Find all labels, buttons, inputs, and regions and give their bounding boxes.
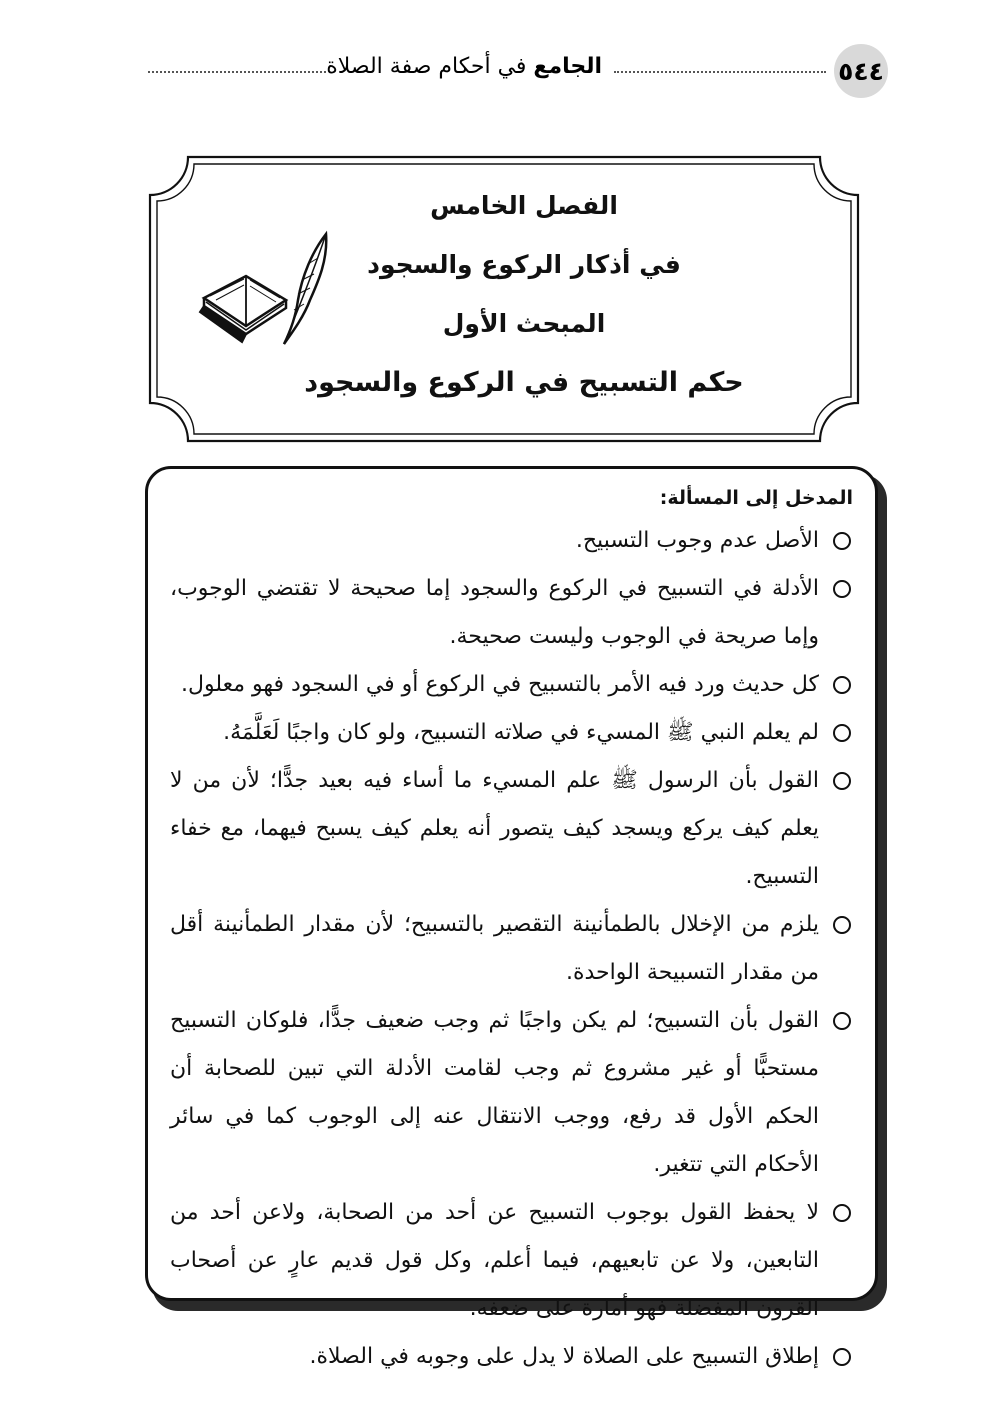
circle-bullet-icon [833,1012,851,1030]
summary-point [170,565,853,661]
summary-point [170,709,853,757]
summary-point [170,661,853,709]
summary-point-text: القول بأن التسبيح؛ لم يكن واجبًا ثم وجب ضعيف جدًّا، فلوكان التسبيح مستحبًّا أو غير مشروع ثم وجب لقامت الأدلة التي تبين للصحابة أن الحكم الأول قد رفع، ووجب الانتقال عنه إلى الوجوب كما في سائر الأحكام التي تتغير. [170,1008,819,1177]
summary-point-text: لا يحفظ القول بوجوب التسبيح عن أحد من الصحابة، ولاعن أحد من التابعين، ولا عن تابعيهم، فيما أعلم، وكل قول قديم عارٍ عن أصحاب القرون المفضلة فهو أمارة على ضعفه. [170,1200,819,1321]
book-title [326,54,602,79]
summary-heading: المدخل إلى المسألة: [659,487,853,509]
summary-box [145,466,878,1369]
circle-bullet-icon [833,916,851,934]
circle-bullet-icon [833,580,851,598]
summary-point [170,517,853,565]
book-connector: في [497,54,527,79]
summary-point [170,901,853,997]
header-dotted-leader-left [148,71,326,73]
section-subject: حكم التسبيح في الركوع والسجود [304,367,744,398]
summary-points-list [170,517,853,1381]
summary-point-text: القول بأن الرسول ﷺ علم المسيء ما أساء فيه بعيد جدًّا؛ لأن من لا يعلم كيف يركع ويسجد كيف يتصور أنه يعلم كيف يسبح فيهما، مع خفاء التسبيح. [170,768,819,889]
circle-bullet-icon [833,1204,851,1222]
chapter-subject: في أذكار الركوع والسجود [367,250,681,279]
summary-point-text: لم يعلم النبي ﷺ المسيء في صلاته التسبيح، ولو كان واجبًا لَعَلَّمَهُ. [223,720,819,745]
summary-point-text: الأدلة في التسبيح في الركوع والسجود إما صحيحة لا تقتضي الوجوب، وإما صريحة في الوجوب وليست صحيحة. [170,576,819,649]
summary-point [170,757,853,901]
summary-point-text: الأصل عدم وجوب التسبيح. [575,528,819,553]
running-header [148,44,892,100]
summary-point [170,997,853,1189]
summary-point [170,1333,853,1381]
summary-point-text: يلزم من الإخلال بالطمأنينة التقصير بالتسبيح؛ لأن مقدار الطمأنينة أقل من مقدار التسبيحة الواحدة. [170,912,819,985]
circle-bullet-icon [833,676,851,694]
page-number: ٥٤٤ [834,44,888,98]
circle-bullet-icon [833,772,851,790]
circle-bullet-icon [833,1348,851,1366]
summary-point-text: إطلاق التسبيح على الصلاة لا يدل على وجوبه في الصلاة. [309,1344,819,1369]
chapter-title: الفصل الخامس [430,191,618,220]
summary-point-text: كل حديث ورد فيه الأمر بالتسبيح في الركوع أو في السجود فهو معلول. [181,672,819,697]
section-title: المبحث الأول [442,309,606,338]
summary-point [170,1189,853,1333]
header-dotted-leader-right [614,71,826,73]
book-subtitle: أحكام صفة الصلاة [326,54,491,79]
chapter-title-frame [148,155,860,443]
circle-bullet-icon [833,724,851,742]
book-name: الجامع [533,54,602,79]
circle-bullet-icon [833,532,851,550]
book-and-quill-icon [194,230,344,350]
